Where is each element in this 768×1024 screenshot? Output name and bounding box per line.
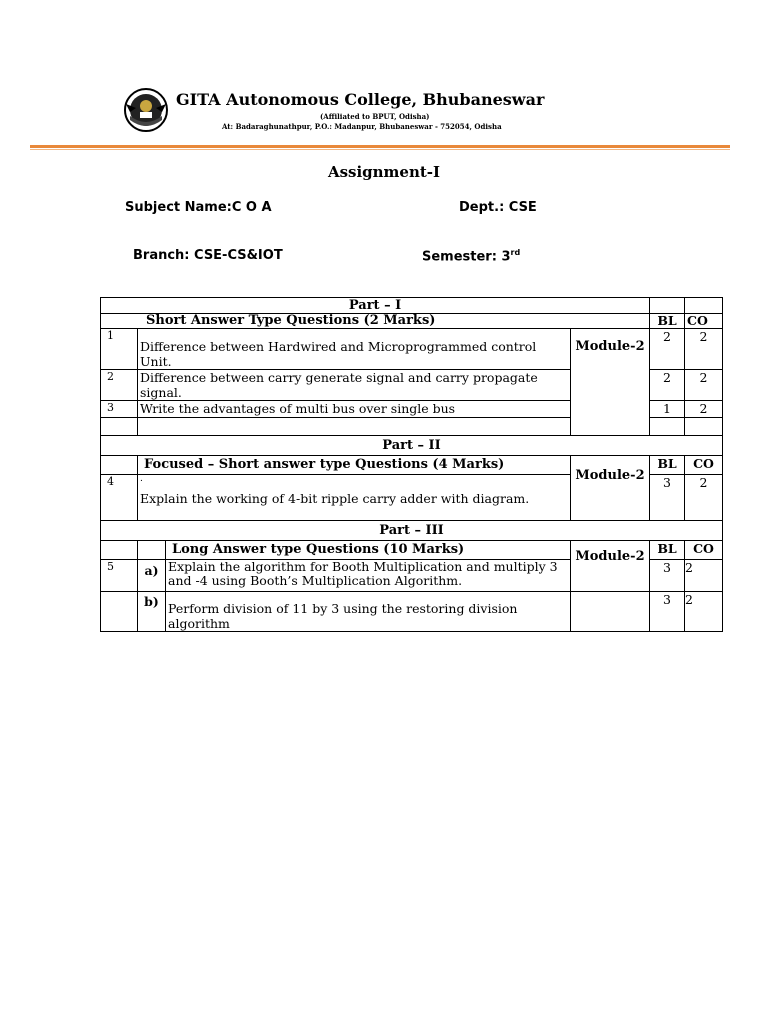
part-2-title: Part – II [101,436,723,456]
question-bl: 3 [650,475,685,521]
page-title: Assignment-I [327,163,441,181]
question-co: 2 [685,560,723,592]
college-header [120,86,560,136]
part-3-title: Part – III [101,521,723,541]
question-number: 1 [101,329,138,370]
question-bl: 2 [650,329,685,370]
part-2-heading: Focused – Short answer type Questions (4 Marks) [138,456,571,475]
part-2-module: Module-2 [571,456,650,521]
table-row [101,592,723,632]
college-name: GITA Autonomous College, Bhubaneswar [176,90,545,109]
co-header: CO [685,456,723,475]
question-co: 2 [685,370,723,401]
table-row [101,329,723,370]
part-1-heading: Short Answer Type Questions (2 Marks) [101,314,650,329]
bl-header: BL [650,541,685,560]
bl-header: BL [650,456,685,475]
question-number: 5 [101,560,138,592]
college-address: At: Badaraghunathpur, P.O.: Madanpur, Bhubaneswar - 752054, Odisha [222,122,502,131]
question-text: Difference between carry generate signal and carry propagate signal. [138,370,571,401]
header-rule [30,145,730,148]
co-header: CO [685,541,723,560]
branch: Branch: CSE-CS&IOT [133,248,283,263]
college-logo-icon [120,86,172,134]
question-number: 4 [101,475,138,521]
part-3-module: Module-2 [571,541,650,592]
question-sub-label: a) [138,560,166,592]
question-bl: 3 [650,592,685,632]
question-co: 2 [685,475,723,521]
part-3-heading: Long Answer type Questions (10 Marks) [166,541,571,560]
semester: Semester: 3rd [422,248,521,265]
question-text: . Explain the working of 4-bit ripple carry adder with diagram. [138,475,571,521]
bl-header: BL [650,314,685,329]
question-text: Explain the algorithm for Booth Multiplication and multiply 3 and -4 using Booth’s Multiplication Algorithm. [166,560,571,592]
question-co: 2 [685,592,723,632]
question-bl: 2 [650,370,685,401]
department: Dept.: CSE [459,200,537,215]
question-bl: 3 [650,560,685,592]
co-header: CO [685,314,723,329]
question-text: Write the advantages of multi bus over single bus [138,401,571,418]
question-text: Difference between Hardwired and Microprogrammed control Unit. [138,329,571,370]
question-number: 3 [101,401,138,418]
question-co: 2 [685,329,723,370]
question-co: 2 [685,401,723,418]
college-affiliation: (Affiliated to BPUT, Odisha) [320,112,430,121]
question-sub-label: b) [138,592,166,632]
question-number [101,592,138,632]
question-text: Perform division of 11 by 3 using the restoring division algorithm [166,592,571,632]
part-1-module: Module-2 [571,329,650,436]
subject-name: Subject Name:C O A [125,200,272,215]
questions-table [100,297,723,632]
header-rule-thin [30,149,730,150]
question-number: 2 [101,370,138,401]
question-prefix: . [140,474,143,484]
part-1-title: Part – I [101,298,650,314]
question-bl: 1 [650,401,685,418]
